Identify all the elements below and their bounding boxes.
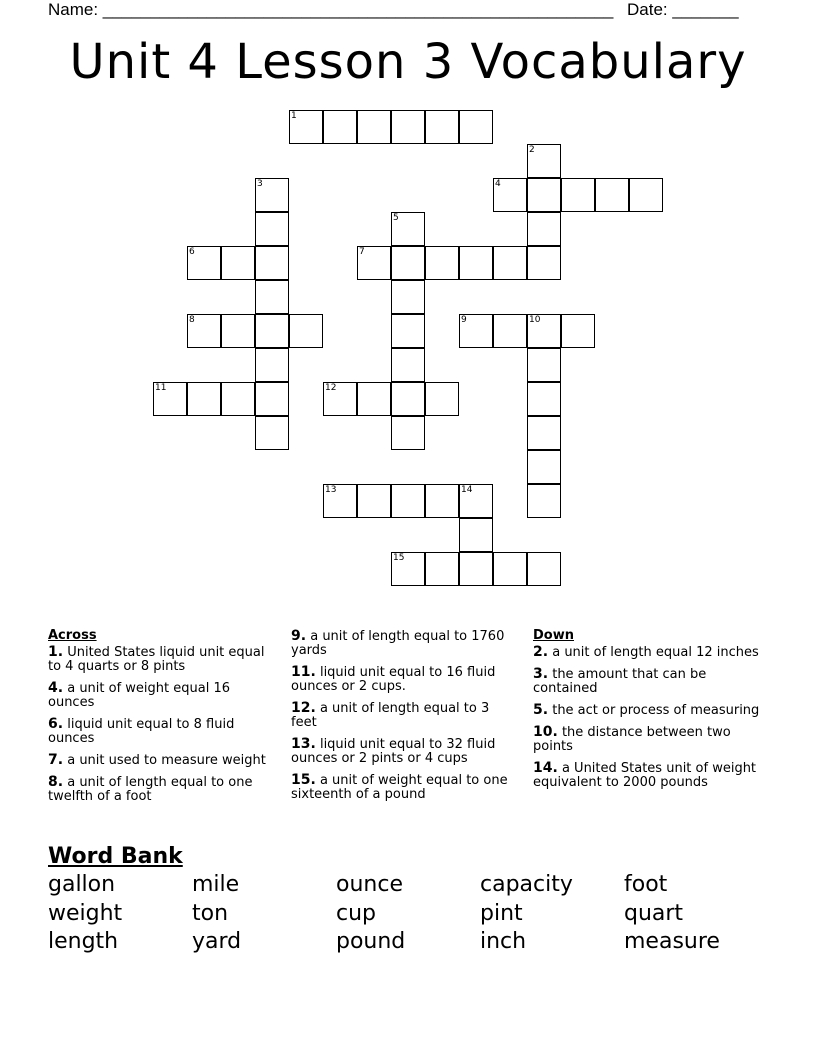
grid-cell[interactable]	[527, 450, 561, 484]
grid-cell[interactable]	[391, 348, 425, 382]
clue-across-12: 12. a unit of length equal to 3 feet	[291, 700, 490, 730]
word-bank-word: gallon	[48, 872, 116, 897]
grid-cell[interactable]	[357, 382, 391, 416]
clue-number: 8	[189, 315, 195, 325]
clue-number: 6	[189, 247, 195, 257]
grid-cell[interactable]	[527, 212, 561, 246]
word-bank	[48, 872, 768, 958]
grid-cell[interactable]	[391, 212, 425, 246]
grid-cell[interactable]	[527, 246, 561, 280]
clue-number: 5	[393, 213, 399, 223]
grid-cell[interactable]	[425, 246, 459, 280]
grid-cell[interactable]	[357, 110, 391, 144]
grid-cell[interactable]	[425, 484, 459, 518]
down-heading: Down	[533, 628, 574, 643]
word-bank-word: pint	[480, 900, 523, 926]
clue-number: 13	[325, 485, 337, 495]
word-bank-word: yard	[192, 929, 242, 954]
word-bank-word: mile	[192, 872, 240, 897]
grid-cell[interactable]	[527, 178, 561, 212]
grid-cell[interactable]	[289, 110, 323, 144]
grid-cell[interactable]	[187, 382, 221, 416]
grid-cell[interactable]	[357, 246, 391, 280]
clue-across-11: 11. liquid unit equal to 16 fluid ounces or 2 cups.	[291, 664, 496, 694]
grid-cell[interactable]	[323, 382, 357, 416]
grid-cell[interactable]	[527, 416, 561, 450]
grid-cell[interactable]	[459, 518, 493, 552]
grid-cell[interactable]	[493, 178, 527, 212]
grid-cell[interactable]	[255, 178, 289, 212]
grid-cell[interactable]	[255, 246, 289, 280]
clue-number: 1	[291, 111, 297, 121]
across-clues-col-1	[48, 629, 270, 811]
clue-number: 15	[393, 553, 405, 563]
clue-down-5: 5. the act or process of measuring	[533, 702, 760, 718]
grid-cell[interactable]	[459, 484, 493, 518]
grid-cell[interactable]	[493, 552, 527, 586]
grid-cell[interactable]	[425, 382, 459, 416]
grid-cell[interactable]	[527, 348, 561, 382]
grid-cell[interactable]	[187, 314, 221, 348]
grid-cell[interactable]	[527, 484, 561, 518]
grid-cell[interactable]	[255, 348, 289, 382]
clue-number: 9	[461, 315, 467, 325]
grid-cell[interactable]	[493, 246, 527, 280]
clue-down-3: 3. the amount that can be contained	[533, 666, 707, 696]
grid-cell[interactable]	[527, 144, 561, 178]
clue-across-8: 8. a unit of length equal to one twelfth of a foot	[48, 774, 253, 804]
clue-down-10: 10. the distance between two points	[533, 724, 731, 754]
word-bank-word: ton	[192, 900, 229, 926]
grid-cell[interactable]	[391, 314, 425, 348]
grid-cell[interactable]	[221, 382, 255, 416]
across-clues-col-2	[291, 629, 513, 809]
grid-cell[interactable]	[629, 178, 663, 212]
grid-cell[interactable]	[255, 280, 289, 314]
grid-cell[interactable]	[187, 246, 221, 280]
grid-cell[interactable]	[459, 246, 493, 280]
grid-cell[interactable]	[255, 416, 289, 450]
date-field-label: Date: _______	[627, 0, 739, 19]
across-heading: Across	[48, 628, 97, 643]
grid-cell[interactable]	[391, 246, 425, 280]
clue-across-13: 13. liquid unit equal to 32 fluid ounces or 2 pints or 4 cups	[291, 736, 496, 766]
grid-cell[interactable]	[561, 178, 595, 212]
clue-across-1: 1. United States liquid unit equal to 4 quarts or 8 pints	[48, 644, 265, 674]
clue-across-4: 4. a unit of weight equal 16 ounces	[48, 680, 231, 710]
grid-cell[interactable]	[391, 280, 425, 314]
word-bank-word: pound	[336, 929, 406, 954]
grid-cell[interactable]	[391, 416, 425, 450]
grid-cell[interactable]	[595, 178, 629, 212]
grid-cell[interactable]	[425, 552, 459, 586]
word-bank-word: cup	[336, 900, 377, 926]
name-field-label: Name: ______________________________________________________	[48, 0, 614, 19]
grid-cell[interactable]	[391, 552, 425, 586]
grid-cell[interactable]	[459, 110, 493, 144]
grid-cell[interactable]	[153, 382, 187, 416]
grid-cell[interactable]	[289, 314, 323, 348]
clue-down-2: 2. a unit of length equal 12 inches	[533, 644, 759, 660]
grid-cell[interactable]	[255, 314, 289, 348]
grid-cell[interactable]	[425, 110, 459, 144]
clue-down-14: 14. a United States unit of weight equivalent to 2000 pounds	[533, 760, 757, 790]
grid-cell[interactable]	[527, 552, 561, 586]
clue-across-6: 6. liquid unit equal to 8 fluid ounces	[48, 716, 235, 746]
grid-cell[interactable]	[527, 382, 561, 416]
clue-number: 11	[155, 383, 167, 393]
grid-cell[interactable]	[459, 552, 493, 586]
clue-number: 3	[257, 179, 263, 189]
grid-cell[interactable]	[323, 110, 357, 144]
clue-across-15: 15. a unit of weight equal to one sixteenth of a pound	[291, 772, 508, 802]
word-bank-word: ounce	[336, 872, 403, 897]
clue-number: 14	[461, 485, 473, 495]
grid-cell[interactable]	[561, 314, 595, 348]
grid-cell[interactable]	[357, 484, 391, 518]
page-title: Unit 4 Lesson 3 Vocabulary	[69, 34, 747, 90]
grid-cell[interactable]	[391, 382, 425, 416]
word-bank-word: capacity	[480, 872, 573, 897]
grid-cell[interactable]	[221, 314, 255, 348]
grid-cell[interactable]	[221, 246, 255, 280]
grid-cell[interactable]	[493, 314, 527, 348]
grid-cell[interactable]	[391, 484, 425, 518]
grid-cell[interactable]	[255, 382, 289, 416]
word-bank-word: inch	[480, 929, 527, 954]
word-bank-word: measure	[624, 929, 720, 954]
clue-number: 10	[529, 315, 541, 325]
grid-cell[interactable]	[255, 212, 289, 246]
grid-cell[interactable]	[459, 314, 493, 348]
clue-number: 2	[529, 145, 535, 155]
clue-number: 4	[495, 179, 501, 189]
down-clues-col	[533, 629, 773, 797]
word-bank-word: quart	[624, 900, 684, 926]
word-bank-word: weight	[48, 900, 123, 926]
clue-across-9: 9. a unit of length equal to 1760 yards	[291, 628, 505, 658]
grid-cell[interactable]	[527, 314, 561, 348]
word-bank-word: length	[48, 929, 119, 954]
grid-cell[interactable]	[323, 484, 357, 518]
word-bank-word: foot	[624, 872, 668, 897]
grid-cell[interactable]	[391, 110, 425, 144]
clue-across-7: 7. a unit used to measure weight	[48, 752, 266, 768]
word-bank-title: Word Bank	[48, 844, 183, 869]
clue-number: 12	[325, 383, 337, 393]
clue-number: 7	[359, 247, 365, 257]
